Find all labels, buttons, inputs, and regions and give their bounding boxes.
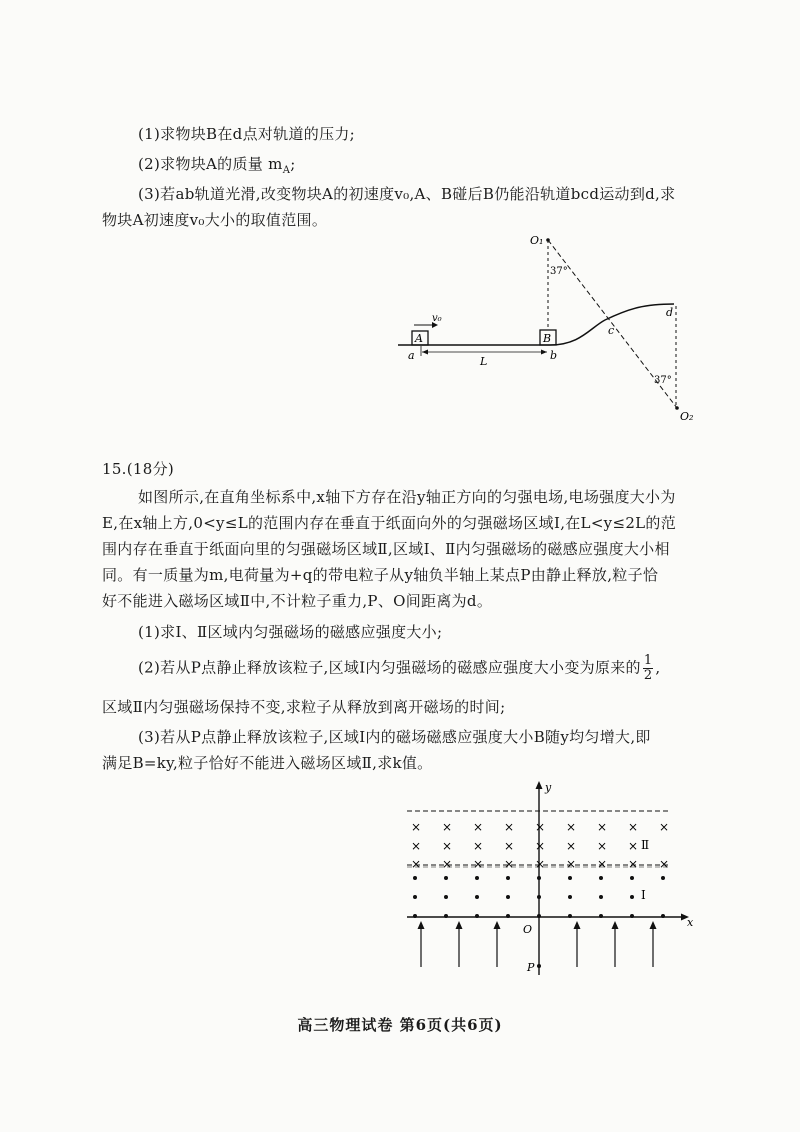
field-out-of-page-mark — [537, 914, 541, 918]
x-axis-label: x — [687, 916, 694, 929]
field-into-page-mark: × — [535, 839, 546, 853]
p14-question-1: (1)求物块B在d点对轨道的压力; — [138, 125, 356, 143]
p15-text-line1: 如图所示,在直角坐标系中,x轴下方存在沿y轴正方向的匀强电场,电场强度大小为 — [138, 488, 676, 506]
field-into-page-mark: × — [628, 820, 639, 834]
field-into-page-mark: × — [659, 820, 670, 834]
field-out-of-page-mark — [444, 876, 448, 880]
o1-label: O₁ — [530, 234, 544, 247]
field-out-of-page-mark — [506, 914, 510, 918]
field-into-page-mark: × — [411, 839, 422, 853]
field-into-page-mark: × — [411, 857, 422, 871]
field-into-page-mark: × — [442, 839, 453, 853]
field-into-page-mark: × — [473, 820, 484, 834]
field-out-of-page-mark — [661, 876, 665, 880]
angle-bottom-label: 37° — [654, 375, 672, 386]
point-a-label: a — [408, 349, 415, 362]
field-into-page-mark: × — [535, 857, 546, 871]
electric-field-arrowhead — [612, 921, 619, 929]
point-p-label: P — [527, 961, 535, 974]
field-out-of-page-mark — [506, 895, 510, 899]
field-out-of-page-mark — [444, 914, 448, 918]
y-axis-label: y — [545, 781, 552, 794]
field-out-of-page-mark — [475, 876, 479, 880]
field-out-of-page-mark — [568, 914, 572, 918]
field-out-of-page-mark — [537, 895, 541, 899]
region-1-label: Ⅰ — [641, 888, 646, 902]
point-d-label: d — [666, 306, 674, 319]
field-into-page-mark: × — [566, 857, 577, 871]
field-into-page-mark: × — [411, 820, 422, 834]
field-out-of-page-mark — [599, 876, 603, 880]
field-out-of-page-mark — [413, 914, 417, 918]
field-out-of-page-mark — [568, 895, 572, 899]
field-into-page-mark: × — [442, 820, 453, 834]
block-a-label: A — [415, 332, 423, 345]
field-out-of-page-mark — [413, 895, 417, 899]
fraction-one-half: $\frac{1}{2}$ — [643, 653, 653, 683]
field-out-of-page-mark — [661, 914, 665, 918]
point-c-label: c — [608, 324, 615, 337]
field-into-page-mark: × — [597, 820, 608, 834]
p15-question-2-line2: 区域Ⅱ内匀强磁场保持不变,求粒子从释放到离开磁场的时间; — [102, 698, 506, 716]
p15-question-2-line1: (2)若从P点静止释放该粒子,区域Ⅰ内匀强磁场的磁感应强度大小变为原来的 $\frac{1}{2}$ , — [138, 653, 661, 683]
p15-text-line2: E,在x轴上方,0<y≤L的范围内存在垂直于纸面向外的匀强磁场区域Ⅰ,在L<y≤2L的范 — [102, 514, 677, 532]
p15-header: 15.(18分) — [102, 460, 175, 478]
electric-field-arrowhead — [574, 921, 581, 929]
field-into-page-mark: × — [473, 857, 484, 871]
p15-question-1: (1)求Ⅰ、Ⅱ区域内匀强磁场的磁感应强度大小; — [138, 623, 443, 641]
track-figure — [390, 228, 710, 438]
region-2-label: Ⅱ — [641, 838, 650, 852]
field-out-of-page-mark — [444, 895, 448, 899]
field-into-page-mark: × — [473, 839, 484, 853]
v0-label: v₀ — [432, 313, 442, 324]
field-into-page-mark: × — [504, 839, 515, 853]
point-b-label: b — [550, 349, 558, 362]
field-out-of-page-mark — [630, 876, 634, 880]
field-into-page-mark: × — [535, 820, 546, 834]
field-into-page-mark: × — [504, 857, 515, 871]
field-into-page-mark: × — [597, 839, 608, 853]
field-into-page-mark: × — [659, 857, 670, 871]
field-into-page-mark: × — [504, 820, 515, 834]
point-p — [537, 964, 541, 968]
field-out-of-page-mark — [475, 895, 479, 899]
electric-field-arrowhead — [418, 921, 425, 929]
field-into-page-mark: × — [566, 820, 577, 834]
field-out-of-page-mark — [506, 876, 510, 880]
p15-text-line3: 围内存在垂直于纸面向里的匀强磁场区域Ⅱ,区域Ⅰ、Ⅱ内匀强磁场的磁感应强度大小相 — [102, 540, 670, 558]
p14-question-3-line2: 物块A初速度v₀大小的取值范围。 — [102, 211, 328, 229]
origin-label: O — [523, 923, 533, 936]
o2-label: O₂ — [680, 410, 694, 423]
length-l-label: L — [480, 355, 488, 368]
field-into-page-mark: × — [597, 857, 608, 871]
field-out-of-page-mark — [413, 876, 417, 880]
p15-text-line5: 好不能进入磁场区域Ⅱ中,不计粒子重力,P、O间距离为d。 — [102, 592, 493, 610]
field-into-page-mark: × — [566, 839, 577, 853]
page-footer: 高三物理试卷 第6页(共6页) — [297, 1016, 503, 1034]
field-out-of-page-mark — [475, 914, 479, 918]
field-into-page-mark: × — [442, 857, 453, 871]
field-out-of-page-mark — [630, 914, 634, 918]
field-out-of-page-mark — [599, 895, 603, 899]
p15-question-3-line1: (3)若从P点静止释放该粒子,区域Ⅰ内的磁场磁感应强度大小B随y均匀增大,即 — [138, 728, 651, 746]
field-out-of-page-mark — [630, 895, 634, 899]
field-into-page-mark: × — [628, 857, 639, 871]
electric-field-arrowhead — [456, 921, 463, 929]
field-out-of-page-mark — [568, 876, 572, 880]
block-b-label: B — [543, 332, 552, 345]
p14-question-2: (2)求物块A的质量 $m_A$; — [138, 155, 296, 176]
angle-top-label: 37° — [550, 266, 568, 277]
p15-question-3-line2: 满足B=ky,粒子恰好不能进入磁场区域Ⅱ,求k值。 — [102, 754, 433, 772]
electric-field-arrowhead — [650, 921, 657, 929]
p15-text-line4: 同。有一质量为m,电荷量为+q的带电粒子从y轴负半轴上某点P由静止释放,粒子恰 — [102, 566, 659, 584]
field-out-of-page-mark — [537, 876, 541, 880]
field-into-page-mark: × — [628, 839, 639, 853]
electric-field-arrowhead — [494, 921, 501, 929]
field-out-of-page-mark — [599, 914, 603, 918]
field-figure — [395, 775, 705, 980]
p14-question-3-line1: (3)若ab轨道光滑,改变物块A的初速度v₀,A、B碰后B仍能沿轨道bcd运动到d,求 — [138, 185, 676, 203]
